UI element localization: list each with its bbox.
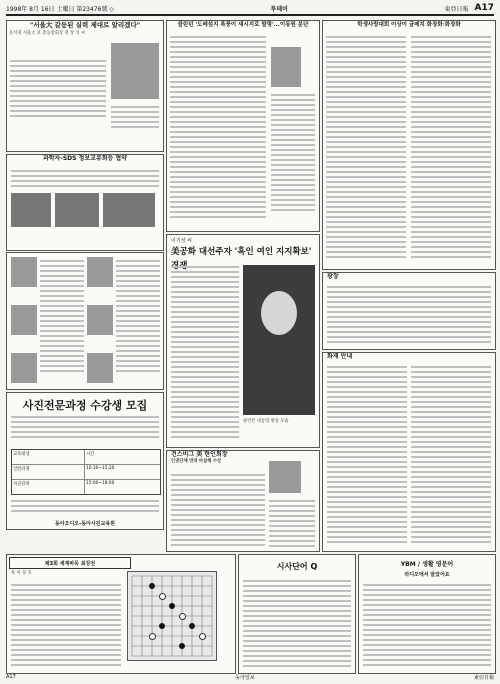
col2-article-3-side-lines <box>269 497 315 547</box>
white-stone <box>159 593 166 600</box>
white-stone <box>179 613 186 620</box>
table-header-cell: 시간 <box>86 452 95 457</box>
col1-person-photo-2 <box>87 257 113 287</box>
footer-right: 東亞日報 <box>473 674 494 681</box>
col1-photo-course-title: 사진전문과정 수강생 모집 <box>22 399 148 412</box>
col3-article-1-title: 학생사랑대회 이상이 금메치 화장화·화장화 <box>357 22 461 28</box>
col1-course-note-lines <box>11 497 159 515</box>
table-header-cell: 교육대상 <box>12 450 85 464</box>
col1-article-1-side-lines <box>111 103 159 147</box>
col1-person-photo-1 <box>11 257 37 287</box>
header-page-number: A17 <box>474 3 494 13</box>
col1-people-lines-left <box>40 257 84 385</box>
black-stone <box>159 623 165 629</box>
col1-meeting-photo-right <box>103 193 155 227</box>
baduk-subtitle: 흑 이 창 호 <box>11 571 32 576</box>
col2-feature-headline: 美공화 대선주자 '흑인 여인 지지확보' <box>171 247 312 257</box>
col1-person-photo-6 <box>87 353 113 383</box>
col3-body-lines-left <box>326 33 406 263</box>
col3-listing-lines <box>327 283 491 345</box>
col1-photo-course-ad <box>6 392 164 530</box>
header-date: 1998年 8月 16日 土曜日 第23476號 ◇ <box>6 5 114 13</box>
col1-article-1 <box>6 20 164 152</box>
black-stone <box>189 623 195 629</box>
quiz-section <box>238 554 356 674</box>
col1-article-2 <box>6 154 164 251</box>
col2-article-3-photo <box>269 461 301 493</box>
header-section: 투데이 <box>270 5 288 13</box>
col2-article-1-body-lines <box>170 33 266 223</box>
quiz-lines <box>243 577 351 667</box>
col1-people-column <box>6 252 164 390</box>
page-header <box>6 2 494 16</box>
english-subtitle: 라디오에서 알았어요 <box>404 571 450 578</box>
black-stone <box>149 583 155 589</box>
col1-photo-course-lines <box>11 413 159 447</box>
page-footer <box>6 672 494 682</box>
footer-left: A17 <box>6 674 16 680</box>
col2-article-3 <box>166 450 320 552</box>
white-stone <box>199 633 206 640</box>
col3-notices-box <box>322 352 496 552</box>
col2-portrait-photo <box>271 47 301 87</box>
english-lines <box>363 581 491 667</box>
baduk-board <box>127 571 217 661</box>
header-paper: 東亞日報 <box>444 5 469 13</box>
white-stone <box>149 633 156 640</box>
col1-article-1-byline: 동석경 서울大 보 총동창회장 경 창 석 씨 <box>9 31 86 36</box>
col1-person-photo-4 <box>87 305 113 335</box>
table-cell: 일반과정 <box>12 465 85 479</box>
black-stone <box>169 603 175 609</box>
baduk-section <box>6 554 236 674</box>
col1-person-photo-5 <box>11 353 37 383</box>
col1-article-1-body-lines <box>10 57 106 147</box>
col3-notices-title: 화재 안내 <box>327 353 353 360</box>
col1-meeting-photo-left <box>11 193 51 227</box>
footer-center: 동아일보 <box>235 674 255 681</box>
table-cell: 10:30~15:20 <box>86 466 115 471</box>
col3-listing-box <box>322 272 496 350</box>
baduk-board-lines <box>128 572 216 660</box>
col1-people-lines-right <box>116 257 160 385</box>
col2-feature-photo-face <box>261 291 297 335</box>
col3-notices-lines-left <box>327 363 407 547</box>
col1-article-1-title: "서울大 갈등된 실력 제대로 알리겠다" <box>29 21 141 29</box>
col2-article-3-subtitle: 인권단체 연대 마설해 수상 <box>171 459 222 464</box>
col2-feature-photo <box>243 265 315 415</box>
table-row <box>12 450 160 465</box>
col2-feature-caption: 클린턴 대통령 방송 모습 <box>243 419 289 424</box>
table-cell: 사진강좌 <box>12 480 85 494</box>
col2-article-1-title: 클린턴 '도레섬지 폭풍이 섀시지로 발령'...이동원 분단 <box>177 22 309 28</box>
col1-course-table <box>11 449 161 495</box>
baduk-title: 제3회 세계바둑 최강전 <box>9 557 131 569</box>
table-cell: 15:00~18:00 <box>86 481 115 486</box>
col2-feature-article <box>166 234 320 448</box>
table-row <box>12 480 160 494</box>
col1-portrait-photo <box>111 43 159 99</box>
col1-article-2-body-lines <box>11 167 159 191</box>
col2-feature-byline: 이기성 씨 <box>171 238 192 244</box>
col2-article-1 <box>166 20 320 232</box>
black-stone <box>179 643 185 649</box>
english-title: YBM / 생활 영문어 <box>400 560 454 568</box>
quiz-title: 시사단어 Q <box>276 561 318 571</box>
col3-article-1 <box>322 20 496 270</box>
col3-notices-lines-right <box>411 363 491 547</box>
col2-feature-body-lines <box>171 263 239 441</box>
col3-body-lines-right <box>411 33 491 263</box>
col2-article-1-side-lines <box>271 91 315 221</box>
col2-article-3-lines <box>171 471 265 547</box>
col1-person-photo-3 <box>11 305 37 335</box>
col3-listing-title: 광장 <box>327 273 339 280</box>
col1-meeting-photo-center <box>55 193 99 227</box>
table-row <box>12 465 160 480</box>
baduk-commentary-lines <box>11 581 121 667</box>
col1-course-footer: 동아오디오-동아사진교육원 <box>54 521 116 527</box>
col2-article-3-title: 건스비그 美 한인회장 <box>171 451 228 458</box>
col1-article-2-title: 과학자-SDS 정보교류회등 협약 <box>42 155 128 162</box>
english-section <box>358 554 496 674</box>
